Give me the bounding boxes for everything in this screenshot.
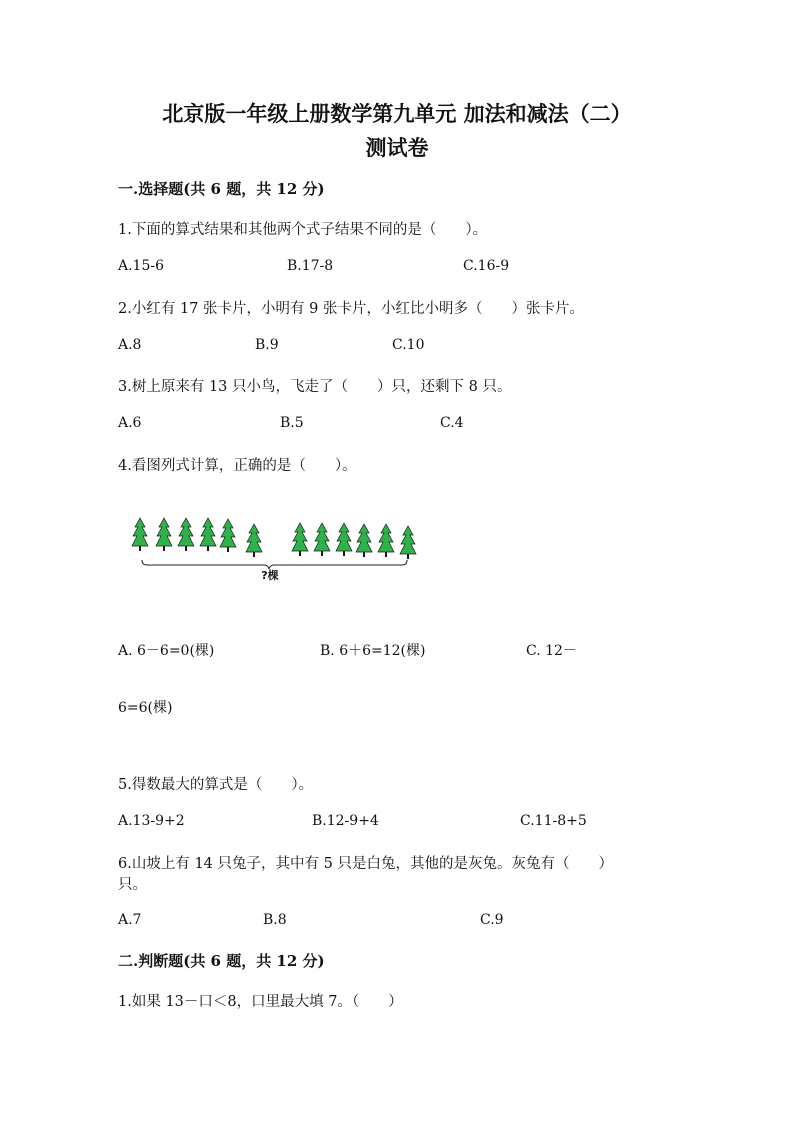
q4-option-b: B. 6＋6=12(棵) <box>320 643 426 659</box>
q6-option-c: C.9 <box>480 912 504 928</box>
question-6: 6.山坡上有 14 只兔子，其中有 5 只是白兔，其他的是灰兔。灰兔有（ ） <box>118 856 613 872</box>
tree-icon <box>336 523 352 556</box>
q6-option-a: A.7 <box>118 912 142 928</box>
q3-option-a: A.6 <box>118 415 142 431</box>
question-1: 1.下面的算式结果和其他两个式子结果不同的是（ ）。 <box>118 222 488 238</box>
q5-option-c: C.11-8+5 <box>520 813 587 829</box>
q4-option-c: C. 12－ <box>526 643 577 659</box>
q3-option-c: C.4 <box>440 415 464 431</box>
question-6-line2: 只。 <box>118 877 147 893</box>
q5-option-a: A.13-9+2 <box>118 813 185 829</box>
q1-option-b: B.17-8 <box>287 258 334 274</box>
q2-option-c: C.10 <box>392 337 425 353</box>
judge-question-1: 1.如果 13－口＜8，口里最大填 7。（ ） <box>118 994 403 1010</box>
tree-icon <box>314 523 330 556</box>
tree-icon <box>378 524 394 557</box>
trees-figure <box>128 516 418 586</box>
tree-icon <box>292 523 308 556</box>
total-brace <box>142 560 407 569</box>
q5-option-b: B.12-9+4 <box>312 813 379 829</box>
question-5: 5.得数最大的算式是（ ）。 <box>118 777 314 793</box>
tree-group <box>132 518 416 559</box>
q1-option-a: A.15-6 <box>118 258 165 274</box>
question-2: 2.小红有 17 张卡片，小明有 9 张卡片，小红比小明多（ ）张卡片。 <box>118 301 584 317</box>
tree-icon <box>156 518 172 551</box>
figure-label: ?棵 <box>261 569 279 582</box>
tree-icon <box>356 524 372 557</box>
page-title-line2: 测试卷 <box>365 135 429 160</box>
q2-option-a: A.8 <box>118 337 142 353</box>
tree-icon <box>178 518 194 551</box>
tree-icon <box>200 518 216 551</box>
q3-option-b: B.5 <box>280 415 304 431</box>
question-4: 4.看图列式计算，正确的是（ ）。 <box>118 458 357 474</box>
q6-option-b: B.8 <box>263 912 287 928</box>
q1-option-c: C.16-9 <box>463 258 510 274</box>
section-heading-judge: 二.判断题(共 6 题，共 12 分) <box>118 952 325 970</box>
tree-icon <box>246 524 262 557</box>
q4-option-a: A. 6－6=0(棵) <box>118 643 215 659</box>
tree-icon <box>220 519 236 552</box>
question-3: 3.树上原来有 13 只小鸟，飞走了（ ）只，还剩下 8 只。 <box>118 379 512 395</box>
tree-icon <box>132 518 148 551</box>
q2-option-b: B.9 <box>255 337 279 353</box>
page-title: 北京版一年级上册数学第九单元 加法和减法（二） <box>162 101 632 126</box>
section-heading-choice: 一.选择题(共 6 题，共 12 分) <box>118 180 325 198</box>
q4-option-c-continued: 6=6(棵) <box>118 700 173 716</box>
tree-icon <box>400 526 416 559</box>
